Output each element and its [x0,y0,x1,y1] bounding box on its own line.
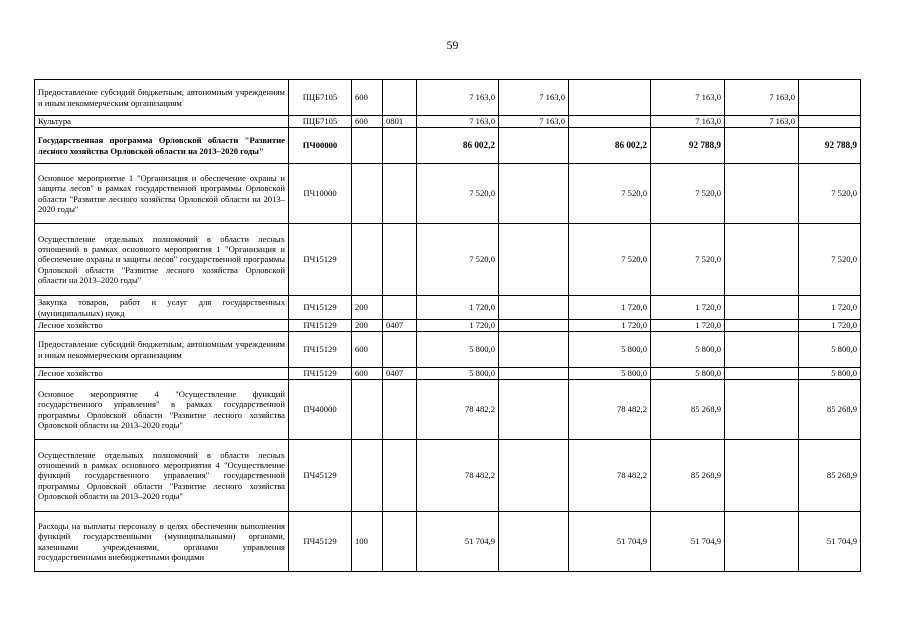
row-amount-6-cell [799,80,861,116]
row-amount-1-cell: 5 800,0 [417,368,499,380]
row-name-cell: Лесное хозяйство [35,320,289,332]
row-amount-4-cell: 51 704,9 [651,512,725,572]
row-name-cell: Закупка товаров, работ и услуг для государственных (муниципальных) нужд [35,296,289,320]
row-section-cell [383,164,417,224]
row-amount-2-cell [499,332,569,368]
row-expense-type-cell: 600 [352,332,383,368]
page-number: 59 [446,38,459,52]
row-amount-1-cell: 86 002,2 [417,128,499,164]
row-amount-2-cell [499,440,569,512]
row-section-cell [383,512,417,572]
row-name-cell: Лесное хозяйство [35,368,289,380]
row-code-cell: ПЦБ7105 [289,116,352,128]
table-row [35,440,861,512]
row-name-cell: Предоставление субсидий бюджетным, автономным учреждениям и иным некоммерческим организациям [35,332,289,368]
table-row [35,332,861,368]
row-amount-2-cell [499,296,569,320]
row-amount-6-cell: 1 720,0 [799,320,861,332]
row-expense-type-cell [352,380,383,440]
row-section-cell: 0801 [383,116,417,128]
row-code-cell: ПЧ10000 [289,164,352,224]
row-amount-6-cell: 92 788,9 [799,128,861,164]
row-amount-1-cell: 1 720,0 [417,296,499,320]
row-amount-1-cell: 7 163,0 [417,80,499,116]
row-amount-1-cell: 78 482,2 [417,380,499,440]
row-amount-2-cell: 7 163,0 [499,116,569,128]
row-amount-3-cell [569,116,651,128]
row-section-cell [383,332,417,368]
row-amount-5-cell [725,320,799,332]
row-code-cell: ПЧ15129 [289,368,352,380]
row-name-cell: Предоставление субсидий бюджетным, автономным учреждениям и иным некоммерческим организациям [35,80,289,116]
row-amount-4-cell: 5 800,0 [651,368,725,380]
row-amount-5-cell [725,128,799,164]
row-amount-3-cell: 78 482,2 [569,380,651,440]
row-code-cell: ПЧ15129 [289,320,352,332]
row-section-cell [383,380,417,440]
row-code-cell: ПЧ45129 [289,512,352,572]
row-amount-1-cell: 7 163,0 [417,116,499,128]
row-amount-5-cell [725,224,799,296]
row-amount-2-cell: 7 163,0 [499,80,569,116]
row-code-cell: ПЧ15129 [289,296,352,320]
row-name-cell: Государственная программа Орловской области "Развитие лесного хозяйства Орловской области на 2013–2020 годы" [35,128,289,164]
row-amount-6-cell: 7 520,0 [799,164,861,224]
row-amount-1-cell: 7 520,0 [417,164,499,224]
row-amount-6-cell [799,116,861,128]
row-amount-4-cell: 92 788,9 [651,128,725,164]
row-amount-3-cell: 78 482,2 [569,440,651,512]
table-row [35,512,861,572]
row-amount-2-cell [499,320,569,332]
row-amount-4-cell: 1 720,0 [651,320,725,332]
row-amount-4-cell: 85 268,9 [651,380,725,440]
row-expense-type-cell: 600 [352,80,383,116]
row-amount-2-cell [499,512,569,572]
row-amount-1-cell: 51 704,9 [417,512,499,572]
row-amount-6-cell: 85 268,9 [799,440,861,512]
row-amount-6-cell: 5 800,0 [799,332,861,368]
table-row [35,320,861,332]
row-amount-3-cell: 1 720,0 [569,296,651,320]
row-amount-2-cell [499,380,569,440]
row-name-cell: Осуществление отдельных полномочий в области лесных отношений в рамках основного мероприятия 4 "Осуществление функций государственного управления" государственной программы Орловской области "Развитие лесного хозяйства Орловской области на 2013–2020 годы" [35,440,289,512]
row-section-cell [383,128,417,164]
table-row [35,164,861,224]
row-amount-2-cell [499,128,569,164]
row-code-cell: ПЧ00000 [289,128,352,164]
row-section-cell: 0407 [383,320,417,332]
row-amount-4-cell: 7 163,0 [651,116,725,128]
row-name-cell: Осуществление отдельных полномочий в области лесных отношений в рамках основного мероприятия 1 "Организация и обеспечение охраны и защиты лесов" государственной программы Орловской области "Развитие лесного хозяйства Орловской области на 2013–2020 годы" [35,224,289,296]
row-amount-3-cell: 5 800,0 [569,368,651,380]
row-amount-1-cell: 7 520,0 [417,224,499,296]
row-amount-5-cell: 7 163,0 [725,80,799,116]
row-amount-4-cell: 85 268,9 [651,440,725,512]
row-expense-type-cell [352,224,383,296]
row-expense-type-cell: 600 [352,368,383,380]
row-amount-4-cell: 5 800,0 [651,332,725,368]
row-amount-5-cell [725,368,799,380]
row-amount-3-cell [569,80,651,116]
row-amount-2-cell [499,164,569,224]
table-row [35,80,861,116]
row-expense-type-cell: 600 [352,116,383,128]
row-code-cell: ПЧ15129 [289,332,352,368]
row-amount-6-cell: 5 800,0 [799,368,861,380]
row-amount-5-cell [725,380,799,440]
row-expense-type-cell [352,128,383,164]
row-amount-5-cell [725,164,799,224]
row-amount-4-cell: 7 520,0 [651,224,725,296]
row-section-cell [383,224,417,296]
row-expense-type-cell [352,440,383,512]
row-name-cell: Культура [35,116,289,128]
row-amount-1-cell: 1 720,0 [417,320,499,332]
row-amount-1-cell: 5 800,0 [417,332,499,368]
table-row [35,116,861,128]
row-section-cell [383,80,417,116]
row-amount-3-cell: 1 720,0 [569,320,651,332]
row-name-cell: Основное мероприятие 1 "Организация и обеспечение охраны и защиты лесов" в рамках государственной программы Орловской области "Развитие лесного хозяйства Орловской области на 2013–2020 годы" [35,164,289,224]
table-row [35,224,861,296]
row-name-cell: Основное мероприятие 4 "Осуществление функций государственного управления" в рамках государственной программы Орловской области "Развитие лесного хозяйства Орловской области на 2013–2020 годы" [35,380,289,440]
row-section-cell [383,440,417,512]
row-expense-type-cell: 100 [352,512,383,572]
row-amount-5-cell [725,332,799,368]
row-amount-5-cell: 7 163,0 [725,116,799,128]
row-expense-type-cell: 200 [352,296,383,320]
row-amount-6-cell: 1 720,0 [799,296,861,320]
row-amount-3-cell: 7 520,0 [569,164,651,224]
row-code-cell: ПЦБ7105 [289,80,352,116]
table-row [35,128,861,164]
row-amount-6-cell: 85 268,9 [799,380,861,440]
row-code-cell: ПЧ40000 [289,380,352,440]
row-amount-3-cell: 5 800,0 [569,332,651,368]
table-row [35,368,861,380]
row-code-cell: ПЧ15129 [289,224,352,296]
row-amount-3-cell: 51 704,9 [569,512,651,572]
row-section-cell [383,296,417,320]
row-expense-type-cell [352,164,383,224]
row-amount-2-cell [499,224,569,296]
row-amount-4-cell: 1 720,0 [651,296,725,320]
row-amount-1-cell: 78 482,2 [417,440,499,512]
row-amount-5-cell [725,296,799,320]
row-amount-5-cell [725,440,799,512]
budget-table [34,79,861,572]
table-row [35,380,861,440]
row-code-cell: ПЧ45129 [289,440,352,512]
row-amount-2-cell [499,368,569,380]
row-amount-6-cell: 7 520,0 [799,224,861,296]
row-amount-3-cell: 86 002,2 [569,128,651,164]
row-expense-type-cell: 200 [352,320,383,332]
row-amount-5-cell [725,512,799,572]
row-amount-6-cell: 51 704,9 [799,512,861,572]
row-amount-3-cell: 7 520,0 [569,224,651,296]
row-amount-4-cell: 7 163,0 [651,80,725,116]
table-row [35,296,861,320]
row-amount-4-cell: 7 520,0 [651,164,725,224]
row-section-cell: 0407 [383,368,417,380]
row-name-cell: Расходы на выплаты персоналу в целях обеспечения выполнения функций государственными (муниципальными) органами, казенными учреждениями, органами управления государственными внебюджетными фондами [35,512,289,572]
